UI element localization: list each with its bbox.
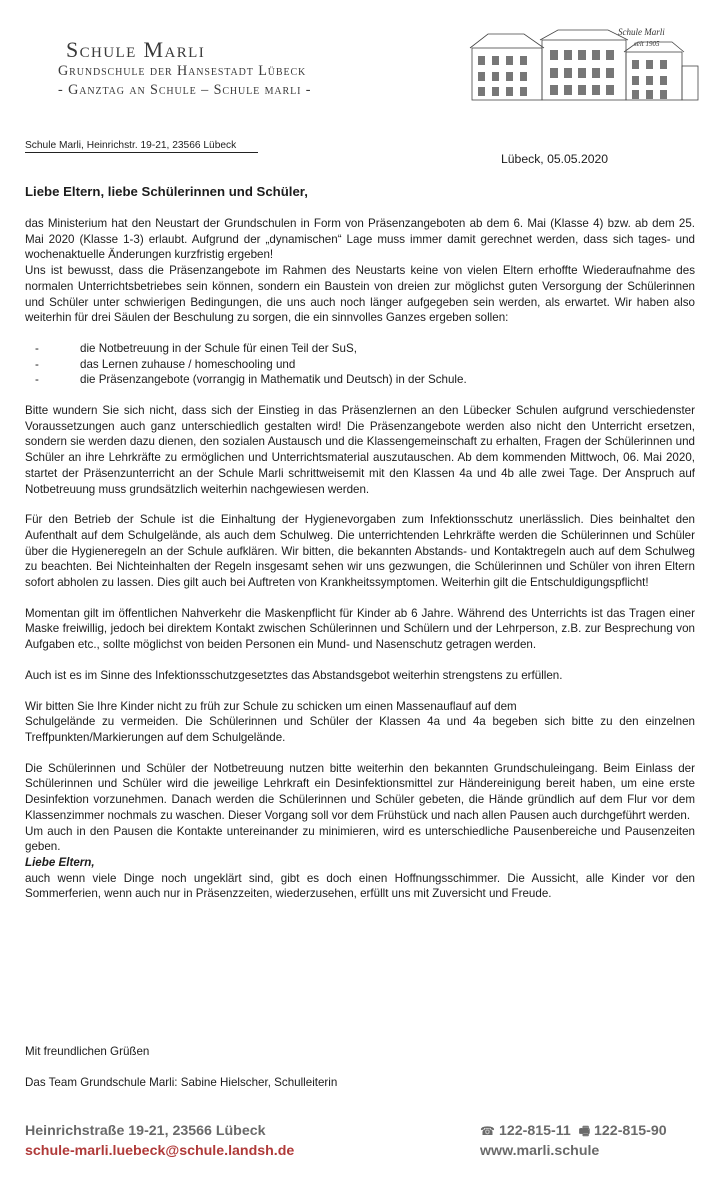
- list-item: - die Notbetreuung in der Schule für einen Teil der SuS,: [25, 341, 695, 357]
- signature: Das Team Grundschule Marli: Sabine Hielscher, Schulleiterin: [25, 1076, 338, 1089]
- list-item: - das Lernen zuhause / homeschooling und: [25, 357, 695, 373]
- paragraph: Bitte wundern Sie sich nicht, dass sich der Einstieg in das Präsenzlernen an den Lübecker Schulen aufgrund verschiedenster Voraussetzungen auch ganz unterschiedlich gestalten wird! Die Präsenzangebote werden also nicht den Unterricht ersetzen, sondern sie werden dazu dienen, den sozialen Austausch und die Klassengemeinschaft zu erhalten, Fragen der Schülerinnen und Schüler an ihre Lehrkräfte zu ermöglichen und Unterrichtsmaterial auszutauschen. Ab dem kommenden Mittwoch, 06. Mai 2020, startet der Präsenzunterricht an der Schule Marli schrittweisemit mit den Klassen 4a und 4b alle zwei Tage. Der Anspruch auf Notbetreuung muss grundsätzlich weiterhin nachgewiesen werden.: [25, 404, 695, 496]
- logo-text-name: Schule Marli: [618, 27, 665, 37]
- pillars-list: [25, 341, 695, 388]
- salutation: Liebe Eltern, liebe Schülerinnen und Schüler,: [25, 184, 308, 199]
- phone-icon: ☎: [480, 1124, 495, 1138]
- return-address: Schule Marli, Heinrichstr. 19-21, 23566 Lübeck: [25, 140, 258, 151]
- footer-fax: 122-815-90: [594, 1123, 667, 1139]
- paragraph: Schulgelände zu vermeiden. Die Schülerinnen und Schüler der Klassen 4a und 4a begeben sich bitte zu den einzelnen Treffpunkten/Markierungen auf dem Schulgelände.: [25, 715, 695, 744]
- paragraph: Für den Betrieb der Schule ist die Einhaltung der Hygienevorgaben zum Infektionsschutz unerlässlich. Dies beinhaltet den Aufenthalt auf dem Schulgelände, als auch dem Schulweg. Die unterrichtenden Lehrkräfte werden die Schülerinnen und Schüler über die Hygieneregeln an der Schule aufklären. Wir bitten, die bekannten Abstands- und Kontaktregeln auch auf dem Schulweg zu beachten. Bei Nichteinhalten der Regeln insgesamt sehen wir uns gezwungen, die Schülerinnen und Schüler von ihren Eltern sofort abholen zu lassen. Dies gilt auch bei Auftreten von Krankheitssymptomen. Weiterhin gilt die Entschuldigungspflicht!: [25, 513, 695, 590]
- school-building-logo: [468, 26, 700, 102]
- footer-phone-web: [480, 1121, 667, 1161]
- school-subtitle-1: Grundschule der Hansestadt Lübeck: [58, 63, 307, 79]
- footer-phone: 122-815-11: [498, 1123, 571, 1139]
- paragraph: Uns ist bewusst, dass die Präsenzangebote im Rahmen des Neustarts keine von vielen Eltern erhoffte Wiederaufnahme des normalen Unterrichtsbetriebes sein können, sondern ein Baustein von dreien zur möglichst guten Versorgung der Schülerinnen und Schüler unter schwierigen Bedingungen, die uns auch noch länger aufgegeben sein werden, als erwartet. Wir haben also weiterhin für drei Säulen der Beschulung zu sorgen, die ein sinnvolles Ganzes ergeben sollen:: [25, 264, 695, 325]
- letter-body: [25, 216, 695, 902]
- date-line: Lübeck, 05.05.2020: [501, 152, 609, 166]
- school-name: Schule Marli: [66, 37, 206, 62]
- paragraph: Auch ist es im Sinne des Infektionsschutzgesetztes das Abstandsgebot weiterhin strengstens zu erfüllen.: [25, 668, 563, 682]
- list-item: - die Präsenzangebote (vorrangig in Mathematik und Deutsch) in der Schule.: [25, 372, 695, 388]
- paragraph: Die Schülerinnen und Schüler der Notbetreuung nutzen bitte weiterhin den bekannten Grundschuleingang. Beim Einlass der Schülerinnen und Schüler wird die jeweilige Lehrkraft ein Desinfektionsmittel zur Händereinigung bereit haben, um eine erste Desinfektion vorzunehmen. Danach werden die Schülerinnen und Schüler gebeten, die Hände gründlich auf dem Flur vor dem Klassenzimmer nochmals zu waschen. Dieser Vorgang soll vor dem Frühstück und nach allen Pausen auch durchgeführt werden.: [25, 761, 695, 822]
- paragraph: Um auch in den Pausen die Kontakte untereinander zu minimieren, wird es unterschiedliche Pausenbereiche und Pausenzeiten geben.: [25, 824, 695, 854]
- paragraph: auch wenn viele Dinge noch ungeklärt sind, gibt es doch einen Hoffnungsschimmer. Die Aussicht, alle Kinder vor den Sommerferien, wenn auch nur in Präsenzzeiten, wiederzusehen, erfüllt uns mit Zuversicht und Freude.: [25, 871, 695, 901]
- footer-website[interactable]: www.marli.schule: [480, 1143, 600, 1159]
- paragraph: Wir bitten Sie Ihre Kinder nicht zu früh zur Schule zu schicken um einen Massenauflauf auf dem: [25, 699, 517, 713]
- paragraph: das Ministerium hat den Neustart der Grundschulen in Form von Präsenzangeboten ab dem 6. Mai (Klasse 4) bzw. ab dem 25. Mai 2020 (Klasse 1-3) erlaubt. Aufgrund der „dynamischen“ Lage muss immer damit gerechnet werden, dass sich tages- und wochenaktuelle Änderungen kurzfristig ergeben!: [25, 217, 695, 262]
- footer-contact: [25, 1121, 294, 1161]
- logo-text-year: seit 1905: [634, 40, 660, 48]
- letterhead: [58, 38, 448, 100]
- paragraph-heading: Liebe Eltern,: [25, 855, 95, 869]
- footer-address: Heinrichstraße 19-21, 23566 Lübeck: [25, 1123, 266, 1139]
- closing: Mit freundlichen Grüßen: [25, 1045, 150, 1058]
- paragraph: Momentan gilt im öffentlichen Nahverkehr die Maskenpflicht für Kinder ab 6 Jahre. Während des Unterrichts ist das Tragen einer Maske freiwillig, jedoch bei direktem Kontakt zwischen Schülerinnen und Schülern und der Lehrperson, z.B. zur Besprechung von Aufgaben etc., sollte möglichst von beiden Personen ein Mund- und Nasenschutz getragen werden.: [25, 606, 695, 652]
- footer-email[interactable]: schule-marli.luebeck@schule.landsh.de: [25, 1143, 295, 1159]
- school-subtitle-2: - Ganztag an Schule – Schule marli -: [58, 82, 312, 98]
- fax-icon: 🖷: [578, 1124, 591, 1138]
